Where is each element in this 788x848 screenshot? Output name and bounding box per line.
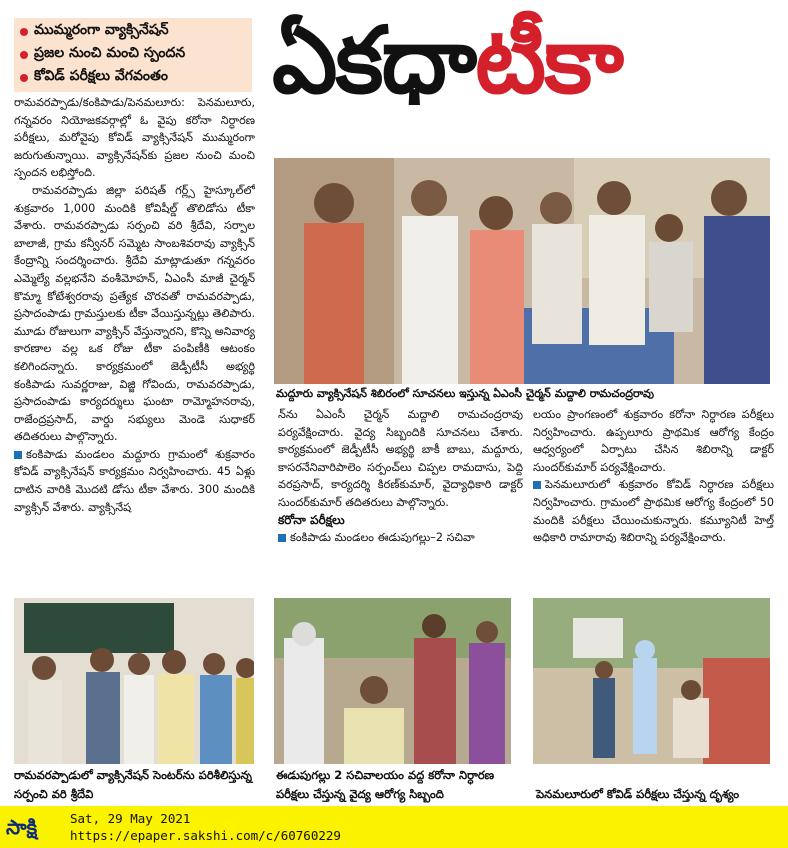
bullet-dot-icon xyxy=(20,51,28,59)
classroom-photo xyxy=(14,598,254,764)
right-column xyxy=(533,406,774,592)
highlights-box xyxy=(14,18,252,92)
section-subheading: కరోనా పరీక్షలు xyxy=(278,512,345,527)
highlight-text: కోవిడ్ పరీక్షలు వేగవంతం xyxy=(34,68,169,84)
logo-text: సాక్షి xyxy=(6,815,38,839)
highlight-text: ముమ్మరంగా వ్యాక్సినేషన్ xyxy=(34,22,169,38)
square-bullet-icon xyxy=(14,451,22,459)
article-paragraph: న్‌ను ఏఎంసీ చైర్మన్ మద్దాలి రామచంద్రరావు పర్యవేక్షించారు. వైద్య సిబ్బందికి సూచనలు చేశారు. కార్యక్రమంలో జెడ్పీటీసీ అభ్యర్థి బాకీ బాబు, మద్దూరు, కాసరనేనివారిపాలెం సర్పంచ్‌లు చిప్పల రామదాసు, పెద్ది వరప్రసాద్, కార్యదర్శి కిరణ్‌కుమార్, వైద్యాధికారి డాక్టర్ సుందర్‌కుమార్ తదితరులు పాల్గొన్నారు. xyxy=(278,408,523,509)
highlight-item xyxy=(20,43,246,66)
footer-info xyxy=(70,810,341,844)
article-paragraph: రామవరప్పాడు/కంకిపాడు/పెనమలూరు: పెనమలూరు, గన్నవరం నియోజకవర్గాల్లో ఓ వైపు కరోనా నిర్ధారణ పరీక్షలు, మరోవైపు కోవిడ్ వ్యాక్సినేషన్ ముమ్మరంగా జరుగుతున్నాయి. వ్యాక్సినేషన్‌కు ప్రజల నుంచి మంచి స్పందన లభిస్తోంది. xyxy=(14,96,255,180)
bullet-dot-icon xyxy=(20,28,28,36)
article-paragraph: పెనమలూరులో శుక్రవారం కోవిడ్ నిర్ధారణ పరీక్షలు నిర్వహించారు. గ్రామంలో ప్రాథమిక ఆరోగ్య కేంద్రంలో 50 మందికి పరీక్షలు చేయించుకున్నారు. కమ్యూనిటీ హెల్త్ అధికారి రామారావు శిబిరాన్ని పర్యవేక్షించారు. xyxy=(533,478,774,545)
highlight-item xyxy=(20,20,246,43)
main-photo-caption: మద్దూరు వ్యాక్సినేషన్ శిబిరంలో సూచనలు ఇస్తున్న ఏఎంసీ చైర్మన్ మద్దాలి రామచంద్రరావు xyxy=(276,387,654,400)
main-photo xyxy=(274,158,770,384)
left-column xyxy=(14,94,255,588)
vaccination-camp-photo xyxy=(274,158,770,384)
photo-caption-edupugallu: ఈడుపుగల్లు 2 సచివాలయం వద్ద కరోనా నిర్ధారణ పరీక్షలు చేస్తున్న వైద్య ఆరోగ్య సిబ్బంది xyxy=(276,768,495,801)
article-paragraph: లయం ప్రాంగణంలో శుక్రవారం కరోనా నిర్ధారణ పరీక్షలు నిర్వహించారు. ఉప్పలూరు ప్రాథమిక ఆరోగ్య కేంద్రం ఆధ్వర్యంలో ఏర్పాటు చేసిన శిబిరాన్ని డాక్టర్ సుందర్‌కుమార్ పర్యవేక్షించారు. xyxy=(533,408,774,474)
article-paragraph: కంకిపాడు మండలం ఈడుపుగల్లు–2 సచివా xyxy=(290,531,475,545)
photo-caption-ramavarappadu: రామవరప్పాడులో వ్యాక్సినేషన్ సెంటర్‌ను పరిశీలిస్తున్న సర్పంచి వరి శ్రీదేవి xyxy=(14,768,252,801)
photo-caption-penamaluru: పెనమలూరులో కోవిడ్ పరీక్షలు చేస్తున్న దృశ్యం xyxy=(536,787,740,801)
testing-camp-photo xyxy=(274,598,511,764)
square-bullet-icon xyxy=(278,534,286,542)
photo-edupugallu xyxy=(274,598,511,764)
health-centre-photo xyxy=(533,598,770,764)
headline xyxy=(272,8,782,136)
footer-date: Sat, 29 May 2021 xyxy=(70,811,191,826)
middle-column xyxy=(278,406,523,592)
photo-ramavarappadu xyxy=(14,598,254,764)
highlight-item xyxy=(20,66,246,89)
square-bullet-icon xyxy=(533,481,541,489)
sakshi-logo xyxy=(6,808,64,846)
highlight-text: ప్రజల నుంచి మంచి స్పందన xyxy=(34,45,186,61)
headline-part1: ఏకధా xyxy=(272,7,476,114)
photo-penamaluru xyxy=(533,598,770,764)
article-paragraph: రామవరప్పాడు జిల్లా పరిషత్ గర్ల్స్ హైస్కూల్‌లో శుక్రవారం 1,000 మందికి కోవిషీల్డ్ తొలిడోసు టీకా వేశారు. రామవరప్పాడు సర్పంచి వరి శ్రీదేవి, సర్పాల బాలాజీ, గ్రామ కన్వీనర్ సమ్మెట సాంబశివరావు వ్యాక్సిన్ కేంద్రాన్ని సందర్శించారు. శ్రీదేవి మాట్లాడుతూ గన్నవరం ఎమ్మెల్యే వల్లభనేని వంశీమోహన్, ఏఎంసీ మాజీ చైర్మన్ కొమ్మా కోటేశ్వరరావు ప్రత్యేక చొరవతో రామవరప్పాడు, ప్రసాదంపాడు గ్రామస్తులకు టీకా వేయిస్తున్నట్లు తెలిపారు. మూడు రోజులుగా వ్యాక్సిన్ వేస్తున్నారని, కొన్ని అనివార్య కారణాల వల్ల ఒక రోజు టీకా పంపిణీకి ఆటంకం కలిగిందన్నారు. కార్యక్రమంలో జెడ్పీటీసీ అభ్యర్థి కంకిపాడు సువర్ణరాజు, విజ్జి గోవిందు, రామవరప్పాడు, ప్రసాదంపాడు కార్యదర్శులు ఘంటా రామ్మోహనరావు, రాజేంద్రప్రసాద్, వార్డు సభ్యులు మెండె సుధాకర్ తదితరులు పాల్గొన్నారు. xyxy=(14,183,255,444)
headline-part2: టీకా xyxy=(475,7,622,114)
bullet-dot-icon xyxy=(20,74,28,82)
footer-bar xyxy=(0,806,788,848)
article-paragraph: కంకిపాడు మండలం మద్దూరు గ్రామంలో శుక్రవారం కోవిడ్ వ్యాక్సినేషన్ కార్యక్రమం నిర్వహించారు. 45 ఏళ్లు దాటిన వారికి మొదటి డోసు టీకా వేశారు. 300 మందికి వ్యాక్సిన్ వేశారు. వ్యాక్సినేష xyxy=(14,447,255,514)
footer-url[interactable]: https://epaper.sakshi.com/c/60760229 xyxy=(70,828,341,843)
